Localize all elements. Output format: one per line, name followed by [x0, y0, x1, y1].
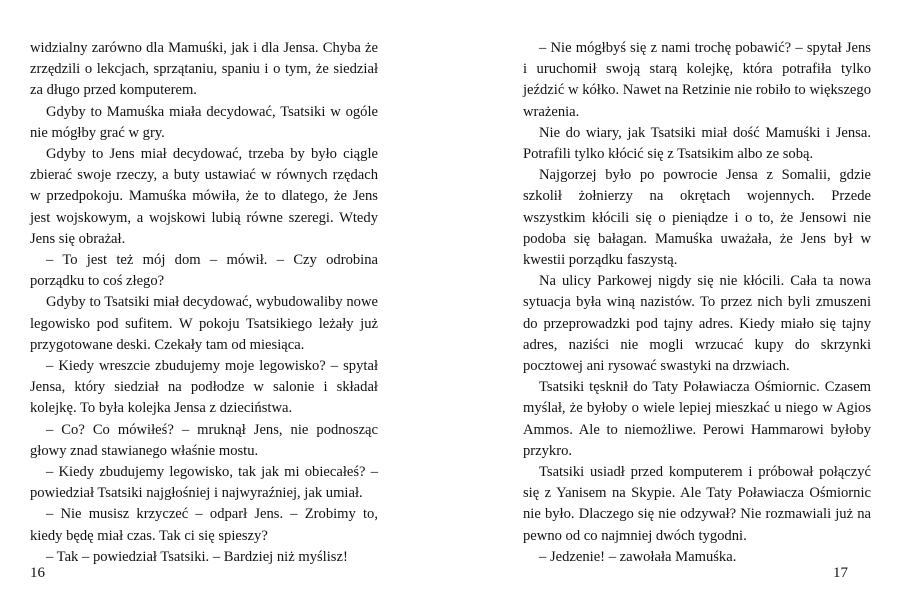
- paragraph: Gdyby to Mamuśka miała decydować, Tsatsiki w ogóle nie mógłby grać w gry.: [30, 103, 378, 141]
- paragraph: – Kiedy zbudujemy legowisko, tak jak mi obiecałeś? – powiedział Tsatsiki najgłośniej i najwyraźniej, jak umiał.: [30, 464, 378, 502]
- paragraph: widzialny zarówno dla Mamuśki, jak i dla Jensa. Chyba że zrzędzili o lekcjach, sprzątaniu, spaniu i o tym, że siedział za długo przed komputerem.: [30, 40, 378, 99]
- paragraph: Nie do wiary, jak Tsatsiki miał dość Mamuśki i Jensa. Potrafili tylko kłócić się z Tsatsikim albo ze sobą.: [523, 124, 871, 163]
- right-page: [523, 38, 871, 568]
- left-page: [30, 38, 378, 568]
- paragraph: Tsatsiki tęsknił do Taty Poławiacza Ośmiornic. Czasem myślał, że byłoby o wiele lepiej mieszkać u niego w Agios Ammos. Ale to niemożliwe. Perowi Hammarowi byłoby przykro.: [523, 379, 871, 459]
- paragraph: Tsatsiki usiadł przed komputerem i próbował połączyć się z Yanisem na Skypie. Ale Taty Poławiacza Ośmiornic nie było. Dlaczego się nie odzywał? Nie rozmawiali już na pewno od co najmniej dwóch tygodni.: [523, 464, 871, 544]
- right-page-text: [523, 38, 871, 568]
- left-page-text: [30, 38, 378, 568]
- paragraph: Na ulicy Parkowej nigdy się nie kłócili. Cała ta nowa sytuacja była winą nazistów. To przez nich byli zmuszeni do przeprowadzki pod tajny adres. Kiedy miało się tajny adres, naziści nie mogli wrzucać kupy do skrzynki pocztowej ani rysować swastyki na drzwiach.: [523, 273, 871, 375]
- page-number-left: 16: [30, 565, 45, 581]
- paragraph: Gdyby to Tsatsiki miał decydować, wybudowaliby nowe legowisko pod sufitem. W pokoju Tsatsikiego leżały już przygotowane deski. Czekały tam od miesiąca.: [30, 294, 378, 353]
- paragraph: – Co? Co mówiłeś? – mruknął Jens, nie podnosząc głowy znad stawianego właśnie mostu.: [30, 421, 378, 459]
- paragraph: – To jest też mój dom – mówił. – Czy odrobina porządku to coś złego?: [30, 252, 378, 290]
- paragraph: Gdyby to Jens miał decydować, trzeba by było ciągle zbierać swoje rzeczy, a buty ustawiać w równych rzędach w przedpokoju. Mamuśka mówiła, że to dlatego, że Jens jest wojskowym, a wojskowi lubią równe szeregi. Wtedy Jens się obrażał.: [30, 146, 378, 247]
- paragraph: – Nie mógłbyś się z nami trochę pobawić? – spytał Jens i uruchomił swoją starą kolejkę, która potrafiła tylko jeździć w kółko. Nawet na Retzinie nie robiło to większego wrażenia.: [523, 40, 871, 120]
- paragraph: – Tak – powiedział Tsatsiki. – Bardziej niż myślisz!: [46, 548, 348, 565]
- paragraph: – Nie musisz krzyczeć – odparł Jens. – Zrobimy to, kiedy będę miał czas. Tak ci się spieszy?: [30, 506, 378, 544]
- page-number-right: 17: [833, 565, 848, 581]
- paragraph: Najgorzej było po powrocie Jensa z Somalii, gdzie szkolił żołnierzy na okrętach wojennych. Przede wszystkim kłócili się o pieniądze i o to, że Jensowi nie podoba się bałagan. Mamuśka uważała, że Jens był w kwestii porządku faszystą.: [523, 167, 871, 269]
- paragraph: – Jedzenie! – zawołała Mamuśka.: [539, 548, 737, 565]
- paragraph: – Kiedy wreszcie zbudujemy moje legowisko? – spytał Jensa, który siedział na podłodze w salonie i składał kolejkę. To była kolejka Jensa z dzieciństwa.: [30, 358, 378, 417]
